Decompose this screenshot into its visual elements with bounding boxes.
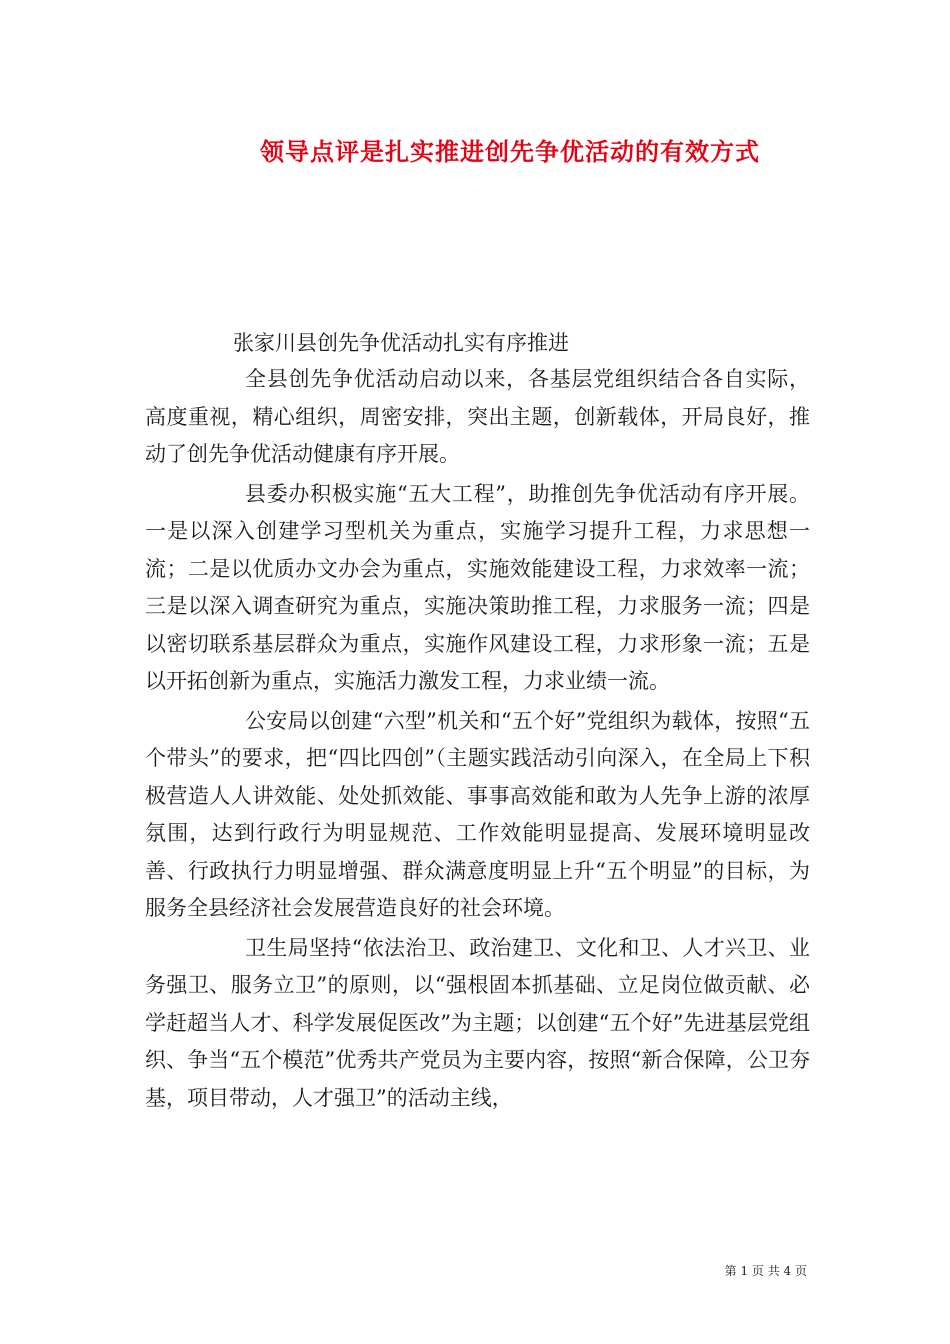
paragraph: 县委办积极实施“五大工程”，助推创先争优活动有序开展。一是以深入创建学习型机关为重点，实施学习提升工程，力求思想一流；二是以优质办文办会为重点，实施效能建设工程，力求效率一流；三是以深入调查研究为重点，实施决策助推工程，力求服务一流；四是以密切联系基层群众为重点，实施作风建设工程，力求形象一流；五是以开拓创新为重点，实施活力激发工程，力求业绩一流。	[145, 481, 810, 693]
paragraph: 公安局以创建“六型”机关和“五个好”党组织为载体，按照“五个带头”的要求，把“四比四创”（主题实践活动引向深入，在全局上下积极营造人人讲效能、处处抓效能、事事高效能和敢为人先争上游的浓厚氛围，达到行政行为明显规范、工作效能明显提高、发展环境明显改善、行政执行力明显增强、群众满意度明显上升“五个明显”的目标，为服务全县经济社会发展营造良好的社会环境。	[145, 708, 810, 920]
document-title: 领导点评是扎实推进创先争优活动的有效方式	[260, 137, 760, 166]
page-number-footer: 第 1 页 共 4 页	[724, 1264, 807, 1278]
paragraph: 全县创先争优活动启动以来，各基层党组织结合各自实际，高度重视，精心组织，周密安排，突出主题，创新载体，开局良好，推动了创先争优活动健康有序开展。	[145, 367, 810, 466]
document-subtitle: 张家川县创先争优活动扎实有序推进	[233, 331, 569, 355]
document-body	[145, 361, 810, 1117]
paragraph: 卫生局坚持“依法治卫、政治建卫、文化和卫、人才兴卫、业务强卫、服务立卫”的原则，以“强根固本抓基础、立足岗位做贡献、必学赶超当人才、科学发展促医改”为主题；以创建“五个好”先进基层党组织、争当“五个模范”优秀共产党员为主要内容，按照“新合保障，公卫夯基，项目带动，人才强卫”的活动主线，	[145, 935, 810, 1110]
